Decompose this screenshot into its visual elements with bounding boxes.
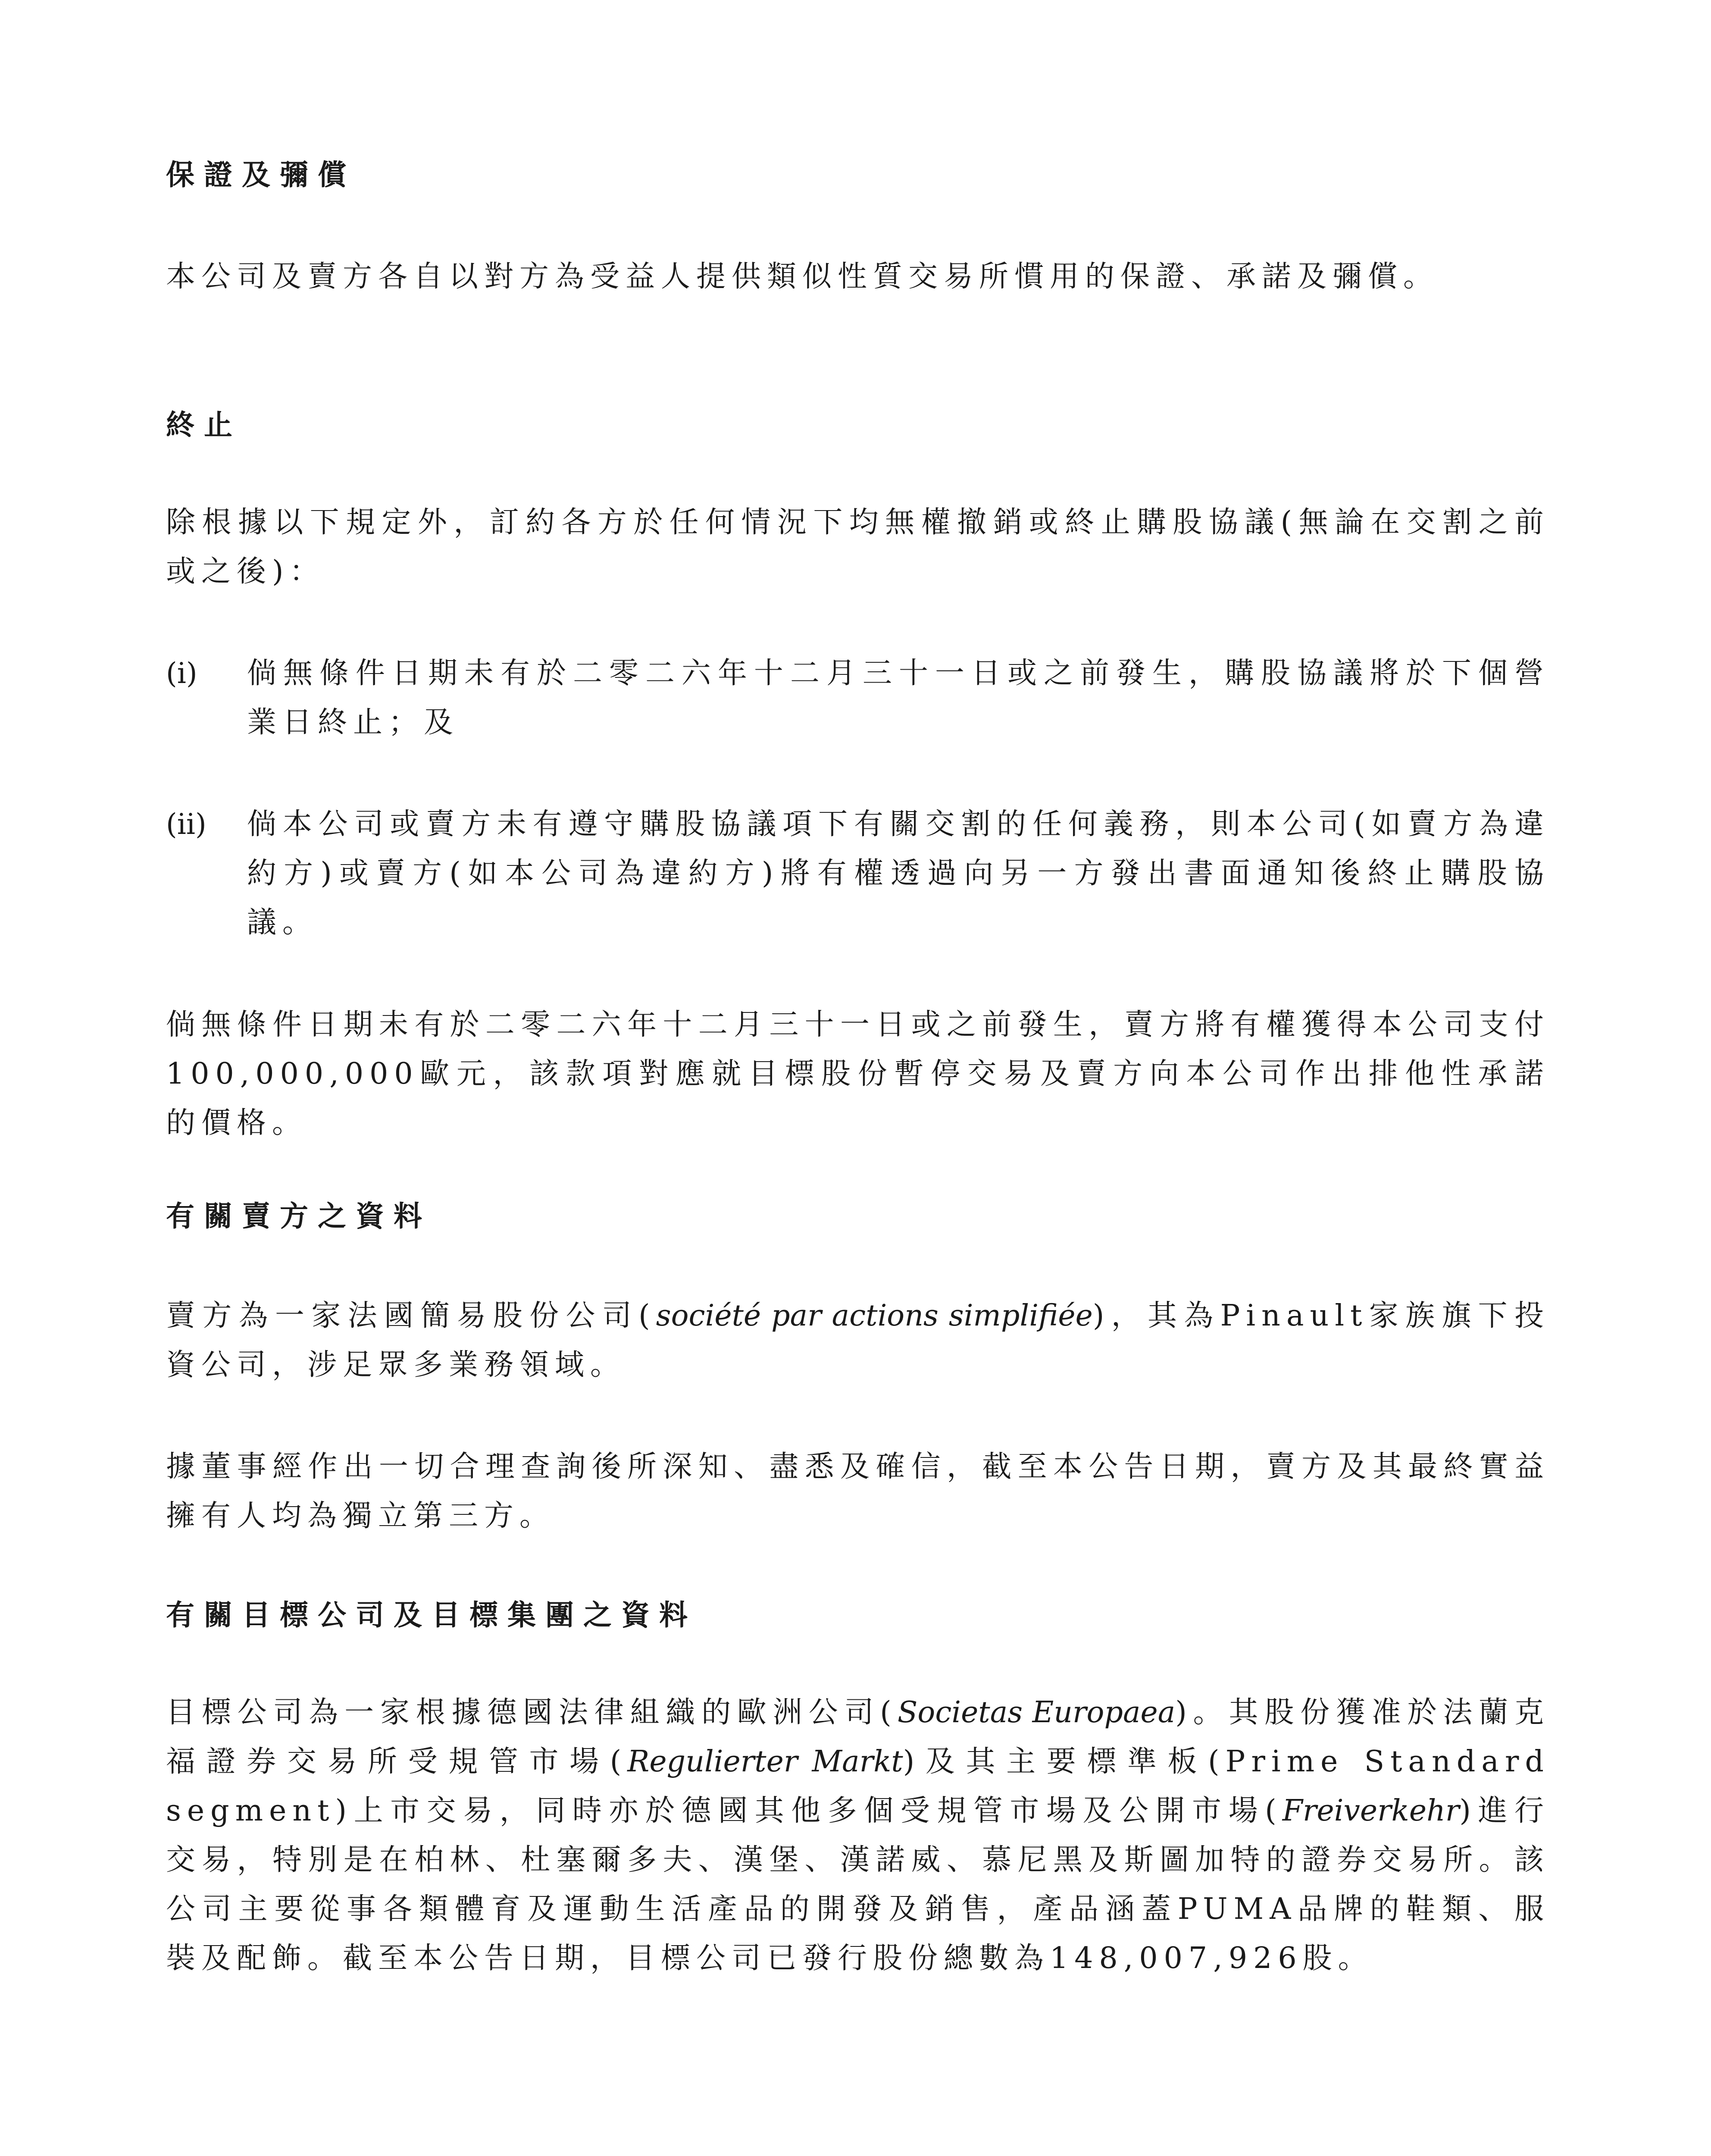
italic-freiverkehr: Freiverkehr [1282,1794,1460,1828]
paragraph-seller-independence: 據董事經作出一切合理查詢後所深知、盡悉及確信，截至本公告日期，賣方及其最終實益擁有人均為獨立第三方。 [166,1450,1550,1533]
section-heading-warranty: 保證及彌償 [166,158,356,191]
paragraph-target-description: 目標公司為一家根據德國法律組織的歐洲公司(Societas Europaea)。其股份獲准於法蘭克福證券交易所受規管市場(Regulierter Markt)及其主要標準板(Prime Standard segment)上市交易，同時亦於德國其他多個受規管市場及公開市場(Freiverkehr)進行交易，特別是在柏林、杜塞爾多夫、漢堡、漢諾威、慕尼黑及斯圖加特的證券交易所。該公司主要從事各類體育及運動生活產品的開發及銷售，產品涵蓋PUMA品牌的鞋類、服裝及配飾。截至本公告日期，目標公司已發行股份總數為148,007,926股。 [166,1695,1550,1975]
list-item-text: 倘無條件日期未有於二零二六年十二月三十一日或之前發生，購股協議將於下個營業日終止；及 [247,656,1550,740]
section-heading-termination: 終止 [166,408,242,442]
paragraph-warranty: 本公司及賣方各自以對方為受益人提供類似性質交易所慣用的保證、承諾及彌償。 [166,260,1439,294]
section-heading-seller-info: 有關賣方之資料 [166,1199,432,1233]
list-item-number: (ii) [166,808,206,841]
italic-regulierter-markt: Regulierter Markt [627,1745,903,1779]
italic-legal-form: société par actions simplifiée [656,1299,1093,1333]
paragraph-termination-fee: 倘無條件日期未有於二零二六年十二月三十一日或之前發生，賣方將有權獲得本公司支付100,000,000歐元，該款項對應就目標股份暫停交易及賣方向本公司作出排他性承諾的價格。 [166,1008,1550,1140]
list-item-number: (i) [166,657,197,690]
list-item-text: 倘本公司或賣方未有遵守購股協議項下有關交割的任何義務，則本公司(如賣方為違約方)或賣方(如本公司為違約方)將有權透過向另一方發出書面通知後終止購股協議。 [247,807,1550,940]
italic-societas-europaea: Societas Europaea [897,1695,1176,1730]
paragraph-termination-intro: 除根據以下規定外，訂約各方於任何情況下均無權撤銷或終止購股協議(無論在交割之前或之後)： [166,505,1550,589]
section-heading-target-info: 有關目標公司及目標集團之資料 [166,1598,697,1632]
paragraph-seller-description: 賣方為一家法國簡易股份公司(société par actions simplifiée)，其為Pinault家族旗下投資公司，涉足眾多業務領域。 [166,1299,1550,1382]
